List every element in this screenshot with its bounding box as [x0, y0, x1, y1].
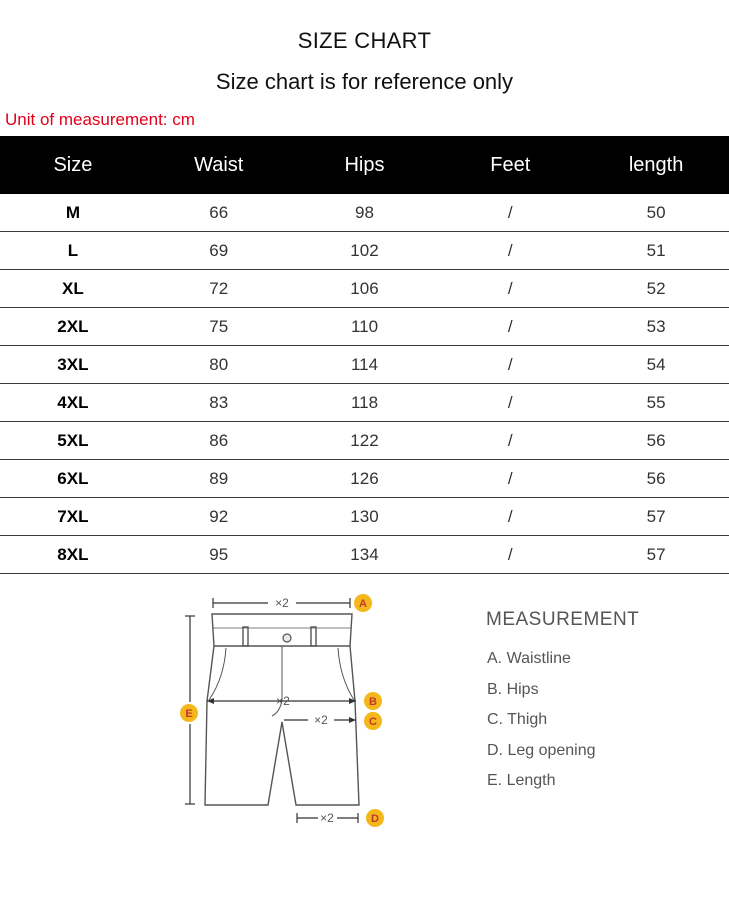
table-row: [0, 460, 729, 498]
size-cell: 3XL: [0, 346, 146, 384]
column-header-size: Size: [0, 136, 146, 194]
leg-opening-multiplier-label: ×2: [320, 811, 334, 825]
waist-cell: 89: [146, 460, 292, 498]
feet-cell: /: [437, 422, 583, 460]
feet-cell: /: [437, 498, 583, 536]
hips-cell: 118: [292, 384, 438, 422]
size-cell: 6XL: [0, 460, 146, 498]
waist-cell: 92: [146, 498, 292, 536]
table-row: [0, 232, 729, 270]
column-header-length: length: [583, 136, 729, 194]
hips-cell: 126: [292, 460, 438, 498]
table-header-row: [0, 136, 729, 194]
marker-a-label: A: [359, 598, 367, 610]
shorts-diagram: [180, 590, 395, 835]
feet-cell: /: [437, 460, 583, 498]
hips-cell: 134: [292, 536, 438, 574]
table-row: [0, 308, 729, 346]
hips-cell: 110: [292, 308, 438, 346]
hips-cell: 130: [292, 498, 438, 536]
length-cell: 50: [583, 194, 729, 232]
waist-cell: 69: [146, 232, 292, 270]
waist-cell: 66: [146, 194, 292, 232]
measurement-item-thigh: C. Thigh: [487, 711, 548, 728]
waist-cell: 75: [146, 308, 292, 346]
unit-note: Unit of measurement: cm: [5, 110, 195, 129]
size-cell: 7XL: [0, 498, 146, 536]
hips-cell: 114: [292, 346, 438, 384]
waist-multiplier-label: ×2: [275, 596, 289, 610]
length-cell: 54: [583, 346, 729, 384]
table-row: [0, 498, 729, 536]
size-cell: M: [0, 194, 146, 232]
feet-cell: /: [437, 346, 583, 384]
length-cell: 52: [583, 270, 729, 308]
feet-cell: /: [437, 270, 583, 308]
hips-cell: 98: [292, 194, 438, 232]
hips-cell: 106: [292, 270, 438, 308]
hips-cell: 102: [292, 232, 438, 270]
measurement-item-waistline: A. Waistline: [487, 650, 571, 667]
thigh-multiplier-label: ×2: [314, 713, 328, 727]
marker-b-label: B: [369, 696, 377, 708]
size-cell: 2XL: [0, 308, 146, 346]
feet-cell: /: [437, 194, 583, 232]
page-title: SIZE CHART: [297, 28, 432, 53]
page-subtitle: Size chart is for reference only: [215, 69, 514, 94]
length-cell: 57: [583, 536, 729, 574]
length-cell: 57: [583, 498, 729, 536]
hips-multiplier-label: ×2: [276, 694, 290, 708]
waist-cell: 83: [146, 384, 292, 422]
marker-d-label: D: [371, 813, 379, 825]
length-cell: 53: [583, 308, 729, 346]
size-table: [0, 136, 729, 574]
size-cell: 8XL: [0, 536, 146, 574]
waist-cell: 95: [146, 536, 292, 574]
waist-cell: 86: [146, 422, 292, 460]
length-cell: 56: [583, 422, 729, 460]
length-cell: 55: [583, 384, 729, 422]
marker-e-label: E: [185, 708, 193, 720]
table-row: [0, 346, 729, 384]
feet-cell: /: [437, 308, 583, 346]
measurement-item-hips: B. Hips: [487, 680, 539, 698]
marker-c-label: C: [369, 716, 377, 728]
measurement-title: MEASUREMENT: [486, 609, 640, 630]
size-cell: 4XL: [0, 384, 146, 422]
waist-cell: 80: [146, 346, 292, 384]
size-cell: L: [0, 232, 146, 270]
waist-cell: 72: [146, 270, 292, 308]
measurement-list: [487, 650, 596, 803]
table-row: [0, 270, 729, 308]
table-row: [0, 384, 729, 422]
measurement-item-length: E. Length: [487, 772, 556, 789]
feet-cell: /: [437, 536, 583, 574]
column-header-waist: Waist: [146, 136, 292, 194]
feet-cell: /: [437, 232, 583, 270]
length-cell: 51: [583, 232, 729, 270]
table-row: [0, 536, 729, 574]
size-cell: 5XL: [0, 422, 146, 460]
feet-cell: /: [437, 384, 583, 422]
hips-cell: 122: [292, 422, 438, 460]
column-header-feet: Feet: [437, 136, 583, 194]
measurement-item-leg-opening: D. Leg opening: [487, 741, 596, 759]
table-row: [0, 194, 729, 232]
table-row: [0, 422, 729, 460]
column-header-hips: Hips: [292, 136, 438, 194]
size-cell: XL: [0, 270, 146, 308]
length-cell: 56: [583, 460, 729, 498]
